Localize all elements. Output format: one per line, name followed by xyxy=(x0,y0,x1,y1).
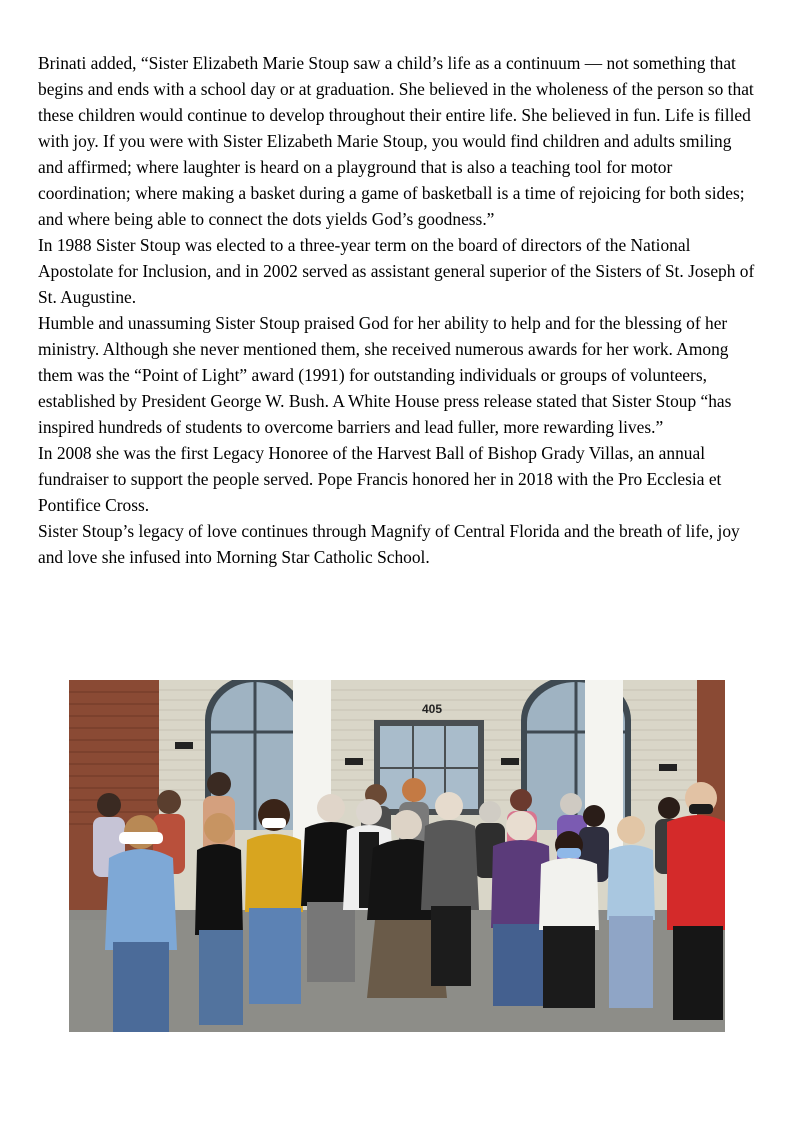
article-body xyxy=(38,50,760,570)
paragraph-legacy-honoree: In 2008 she was the first Legacy Honoree of the Harvest Ball of Bishop Grady Villas, an annual fundraiser to support the people served. Pope Francis honored her in 2018 with the Pro Ecclesia et Pontifice Cross. xyxy=(38,443,722,515)
paragraph-awards: Humble and unassuming Sister Stoup praised God for her ability to help and for the blessing of her ministry. Although she never mentioned them, she received numerous awards for her work. Among them was the “Point of Light” award (1991) for outstanding individuals or groups of volunteers, established by President George W. Bush. A White House press release stated that Sister Stoup “has inspired hundreds of students to overcome barriers and lead fuller, more rewarding lives.” xyxy=(38,313,732,437)
paragraph-brinati-quote: Brinati added, “Sister Elizabeth Marie Stoup saw a child’s life as a continuum — not something that begins and ends with a school day or at graduation. She believed in the wholeness of the person so that these children would continue to develop throughout their entire life. She believed in fun. Life is filled with joy. If you were with Sister Elizabeth Marie Stoup, you would find children and adults smiling and affirmed; where laughter is heard on a playground that is also a teaching tool for motor coordination; where making a basket during a game of basketball is a time of rejoicing for both sides; and where being able to connect the dots yields God’s goodness.” xyxy=(38,53,754,229)
paragraph-board-term: In 1988 Sister Stoup was elected to a three-year term on the board of directors of the National Apostolate for Inclusion, and in 2002 served as assistant general superior of the Sisters of St. Joseph of St. Augustine. xyxy=(38,235,755,307)
paragraph-legacy-of-love: Sister Stoup’s legacy of love continues through Magnify of Central Florida and the breath of life, joy and love she infused into Morning Star Catholic School. xyxy=(38,521,740,567)
group-photo xyxy=(69,680,725,1032)
group-photo-illustration xyxy=(69,680,725,1032)
building-number: 405 xyxy=(421,702,443,716)
